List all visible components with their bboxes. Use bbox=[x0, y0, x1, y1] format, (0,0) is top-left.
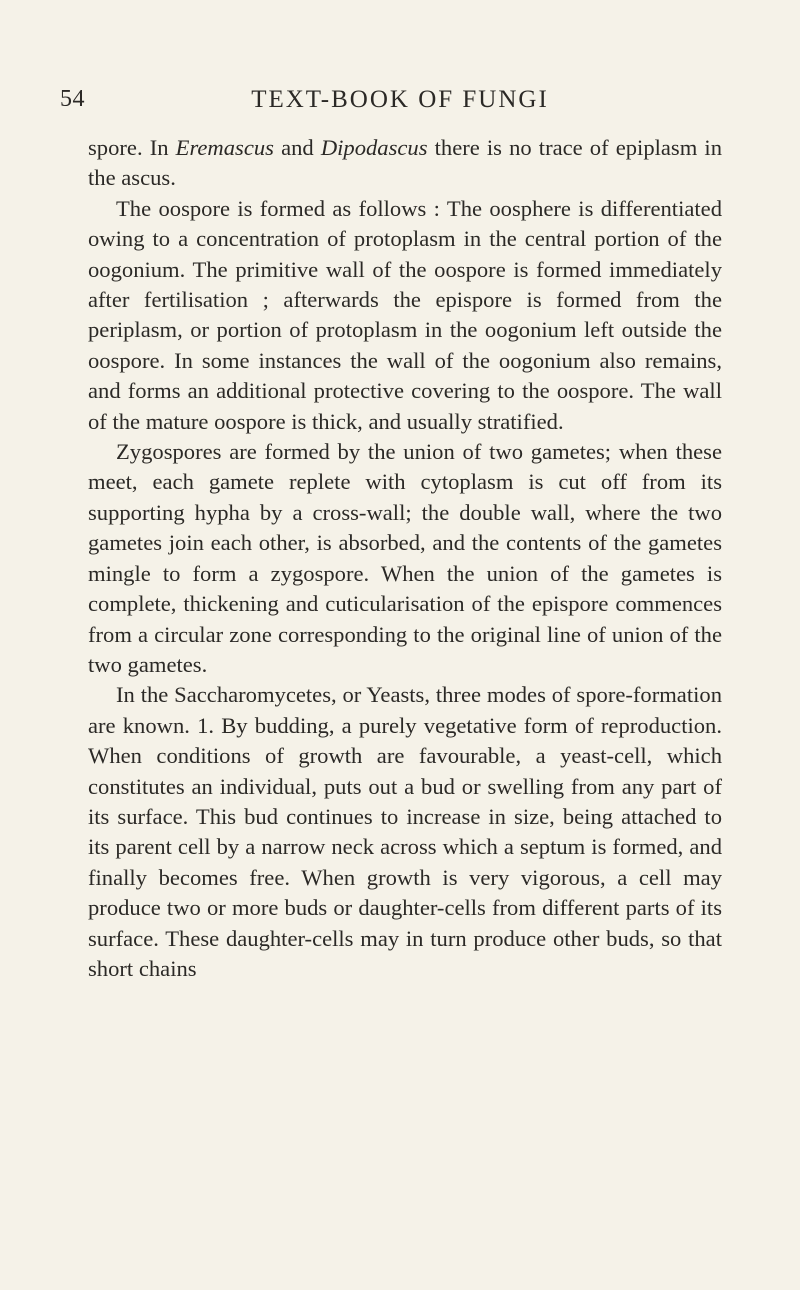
paragraph-4 bbox=[88, 680, 722, 984]
paragraph-1-text: and bbox=[273, 135, 321, 160]
paragraph-2-text: The oospore is formed as follows : The oosphere is differentiated owing to a concentration of protoplasm in the central portion of the oogonium. The primitive wall of the oospore is formed immediately after fertilisation ; afterwards the epispore is formed from the periplasm, or portion of protoplasm in the oogonium left outside the oospore. In some instances the wall of the oogonium also remains, and forms an additional protective covering to the oospore. The wall of the mature oospore is thick, and usually stratified. bbox=[88, 195, 722, 434]
running-title: TEXT-BOOK OF FUNGI bbox=[251, 86, 549, 113]
paragraph-4-text: In the Saccharomycetes, or Yeasts, three modes of spore-formation are known. 1. By budding, a purely vegetative form of reproduction. When conditions of growth are favourable, a yeast-cell, which constitutes an individual, puts out a bud or swelling from any part of its surface. This bud continues to increase in size, being attached to its parent cell by a narrow neck across which a septum is formed, and finally becomes free. When growth is very vigorous, a cell may produce two or more buds or daughter-cells from different parts of its surface. These daughter-cells may in turn produce other buds, so that short chains bbox=[88, 682, 722, 981]
body-text bbox=[88, 133, 722, 984]
paragraph-1-text: spore. In bbox=[88, 135, 176, 160]
paragraph-1-text: there is no trace of epiplasm in the ascus. bbox=[88, 135, 722, 191]
genus-eremascus: Eremascus bbox=[175, 135, 274, 160]
paragraph-1 bbox=[88, 133, 722, 194]
paragraph-3 bbox=[88, 437, 722, 680]
running-head bbox=[60, 86, 740, 122]
paragraph-3-text: Zygospores are formed by the union of two gametes; when these meet, each gamete replete with cytoplasm is cut off from its supporting hypha by a cross-wall; the double wall, where the two gametes join each other, is absorbed, and the contents of the gametes mingle to form a zygospore. When the union of the gametes is complete, thickening and cuticularisation of the epispore commences from a circular zone corresponding to the original line of union of the two gametes. bbox=[88, 439, 722, 677]
page-number: 54 bbox=[60, 86, 85, 112]
genus-dipodascus: Dipodascus bbox=[320, 135, 428, 160]
paragraph-2 bbox=[88, 194, 722, 437]
